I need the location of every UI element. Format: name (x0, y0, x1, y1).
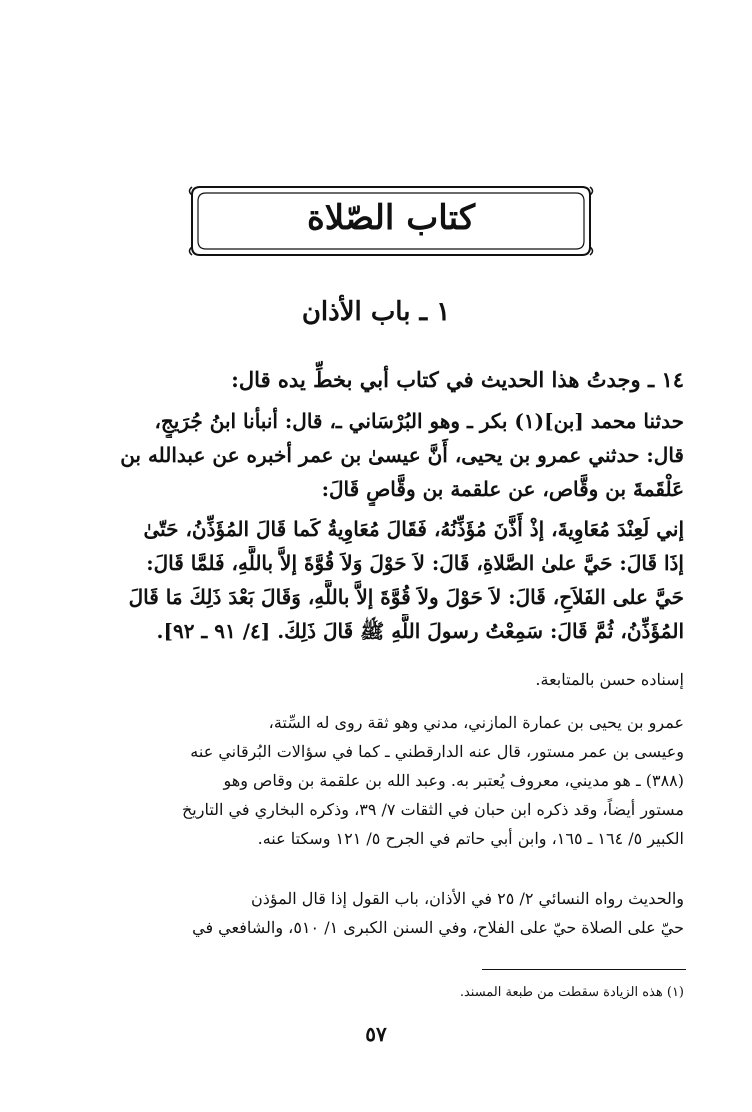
matn-line: حَيَّ على الفَلاَحِ، قَالَ: لاَ حَوْلَ ولاَ قُوَّةَ إلاَّ باللَّهِ، وَقَالَ بَعْدَ ذَلِكَ مَا قَالَ (128, 585, 684, 609)
takhrij-commentary (72, 884, 684, 942)
commentary-line: (٣٨٨) ـ هو مديني، معروف يُعتبر به. وعبد الله بن علقمة بن وقاص وهو (223, 771, 684, 790)
commentary-line: عمرو بن يحيى بن عمارة المازني، مدني وهو ثقة روى له السِّتة، (268, 713, 684, 732)
hadith-isnad (72, 404, 684, 506)
hadith-lead: ١٤ ـ وجدتُ هذا الحديث في كتاب أبي بخطِّ يده قال: (231, 367, 684, 392)
chapter-title: كتاب الصّلاة (306, 198, 476, 238)
matn-line: إني لَعِنْدَ مُعَاوِيةَ، إذْ أَذَّنَ مُؤَذِّنُهُ، فَقَالَ مُعَاوِيةُ كَما قَالَ المُؤَذِّنُ، حَتّىٰ (143, 517, 684, 541)
page-number: ٥٧ (365, 1022, 387, 1046)
footnote-divider (482, 969, 686, 970)
commentary-line: حيّ على الصلاة حيّ على الفلاح، وفي السنن الكبرى ١/ ٥١٠، والشافعي في (192, 918, 684, 937)
commentary-line: مستور أيضاً، وقد ذكره ابن حبان في الثقات ٧/ ٣٩، وذكره البخاري في التاريخ (181, 800, 684, 819)
section-heading: ١ ـ باب الأذان (301, 297, 451, 327)
narrators-commentary (72, 708, 684, 853)
commentary-line: الكبير ٥/ ١٦٤ ـ ١٦٥، وابن أبي حاتم في الجرح ٥/ ١٢١ وسكتا عنه. (257, 829, 684, 848)
footnote: (١) هذه الزيادة سقطت من طبعة المسند. (459, 985, 684, 1000)
chapter-banner (186, 184, 596, 258)
isnad-line: حدثنا محمد [بن](١) بكر ـ وهو البُرْسَاني ـ، قال: أنبأنا ابنُ جُرَيجٍ، (154, 409, 684, 433)
isnad-line: عَلْقَمةَ بن وقَّاص، عن علقمة بن وقَّاصٍ قَالَ: (321, 477, 684, 501)
matn-line: المُؤَذِّنُ، ثُمَّ قَالَ: سَمِعْتُ رسولَ اللَّهِ ﷺ قَالَ ذَلِكَ. [٤/ ٩١ ـ ٩٢]. (156, 619, 684, 643)
commentary-line: والحديث رواه النسائي ٢/ ٢٥ في الأذان، باب القول إذا قال المؤذن (250, 889, 684, 908)
isnad-grading: إسناده حسن بالمتابعة. (535, 670, 684, 689)
commentary-line: وعيسى بن عمر مستور، قال عنه الدارقطني ـ كما في سؤالات البُرقاني عنه (190, 742, 684, 761)
isnad-line: قال: حدثني عمرو بن يحيى، أَنَّ عيسىٰ بن عمر أخبره عن عبدالله بن (120, 443, 684, 467)
matn-line: إذَا قَالَ: حَيَّ علىٰ الصَّلاةِ، قَالَ: لاَ حَوْلَ وَلاَ قُوَّةَ إلاَّ باللَّهِ، فَلمَّا قَالَ: (146, 551, 684, 575)
hadith-matn (72, 512, 684, 648)
